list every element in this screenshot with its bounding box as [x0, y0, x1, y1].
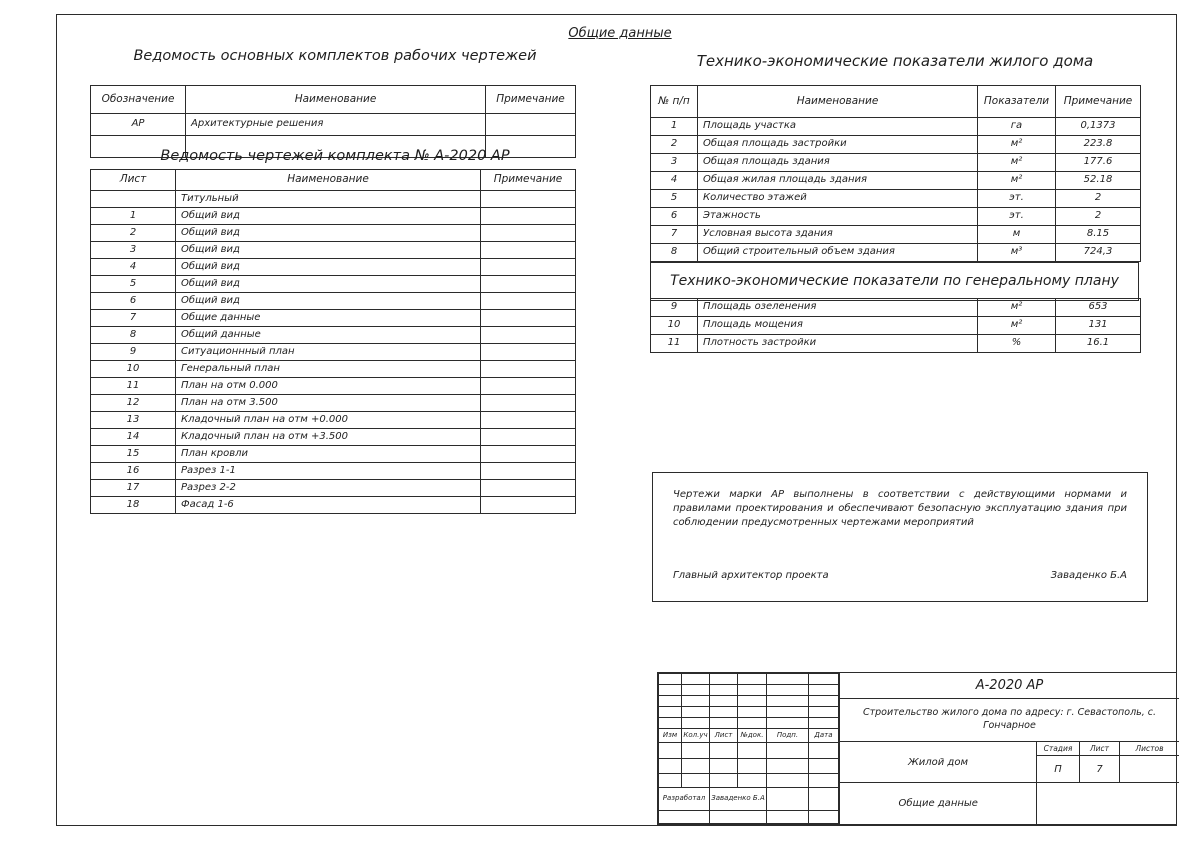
cell-value: 2 — [1056, 190, 1141, 208]
cell-value: 8.15 — [1056, 226, 1141, 244]
cell-name: Ситуационнный план — [176, 344, 481, 361]
notes-box — [652, 472, 1148, 602]
cell-name: Общий вид — [176, 276, 481, 293]
cell-no: 2 — [651, 136, 698, 154]
sheet-value: 7 — [1080, 756, 1120, 782]
cell-name: Общий вид — [176, 293, 481, 310]
object-name: Жилой дом — [840, 742, 1037, 782]
table-header-row — [651, 86, 1141, 118]
cell-name: Площадь мощения — [698, 317, 978, 335]
cell-name: Общий вид — [176, 208, 481, 225]
cell-name: Общий данные — [176, 327, 481, 344]
cell-name: Этажность — [698, 208, 978, 226]
stage-label: Стадия — [1037, 742, 1080, 755]
tep-house-table — [650, 85, 1141, 262]
revision-row — [659, 674, 839, 685]
cell-name: Архитектурные решения — [186, 114, 486, 136]
cell-note — [486, 114, 576, 136]
column-header: Примечание — [481, 170, 576, 191]
column-header: Наименование — [698, 86, 978, 118]
chief-architect-label: Главный архитектор проекта — [673, 570, 829, 581]
cell-unit: м³ — [978, 244, 1056, 262]
cell-unit: м² — [978, 317, 1056, 335]
cell-sheet-no: 12 — [91, 395, 176, 412]
table-row — [651, 190, 1141, 208]
cell-name: Плотность застройки — [698, 335, 978, 353]
column-header: Кол.уч — [682, 729, 710, 743]
cell-value: 52.18 — [1056, 172, 1141, 190]
cell-name: Титульный — [176, 191, 481, 208]
column-header: Наименование — [186, 86, 486, 114]
cell-note — [481, 412, 576, 429]
cell-sheet-no: 13 — [91, 412, 176, 429]
cell-sheet-no: 11 — [91, 378, 176, 395]
table-header-row — [91, 170, 576, 191]
cell-value: 0,1373 — [1056, 118, 1141, 136]
cell-note — [481, 191, 576, 208]
column-header: Примечание — [1056, 86, 1141, 118]
table-row — [91, 208, 576, 225]
project-name: Строительство жилого дома по адресу: г. Севастополь, с. Гончарное — [840, 699, 1179, 742]
revision-table — [658, 673, 839, 824]
revision-row — [659, 707, 839, 718]
sheets-list-table — [90, 169, 576, 514]
table-row — [651, 317, 1141, 335]
cell-sheet-no: 7 — [91, 310, 176, 327]
signature-cell — [767, 787, 809, 810]
sheets-value — [1120, 756, 1179, 782]
cell-value: 724,3 — [1056, 244, 1141, 262]
cell-no: 5 — [651, 190, 698, 208]
revision-row — [659, 810, 839, 823]
tep-genplan-table — [650, 298, 1141, 353]
column-header: Примечание — [486, 86, 576, 114]
table-row — [91, 225, 576, 242]
revision-row — [659, 696, 839, 707]
sheets-label: Листов — [1135, 744, 1164, 753]
table-row — [651, 226, 1141, 244]
column-header: Подп. — [767, 729, 809, 743]
table-row — [91, 344, 576, 361]
column-header: Наименование — [176, 170, 481, 191]
cell-sheet-no — [91, 191, 176, 208]
revision-row — [659, 758, 839, 773]
cell-unit: га — [978, 118, 1056, 136]
cell-name: Разрез 2-2 — [176, 480, 481, 497]
cell-no: 1 — [651, 118, 698, 136]
cell-name: План кровли — [176, 446, 481, 463]
cell-name: Общий строительный объем здания — [698, 244, 978, 262]
revision-header-row — [659, 729, 839, 743]
cell-note — [481, 259, 576, 276]
revision-row — [659, 743, 839, 758]
column-header: Показатели — [978, 86, 1056, 118]
cell-note — [481, 344, 576, 361]
cell-value: 131 — [1056, 317, 1141, 335]
cell-no: 6 — [651, 208, 698, 226]
document-code: А-2020 АР — [840, 673, 1179, 699]
table-row — [91, 114, 576, 136]
cell-no: 9 — [651, 299, 698, 317]
page-title: Общие данные — [568, 26, 672, 41]
column-header: Лист — [710, 729, 738, 743]
table-row — [91, 378, 576, 395]
cell-name: План на отм 0.000 — [176, 378, 481, 395]
cell-unit: м — [978, 226, 1056, 244]
table-row — [91, 191, 576, 208]
table-row — [91, 327, 576, 344]
cell-sheet-no: 16 — [91, 463, 176, 480]
date-cell — [809, 787, 839, 810]
column-header: №док. — [738, 729, 767, 743]
table-row — [651, 208, 1141, 226]
cell-value: 16.1 — [1056, 335, 1141, 353]
cell-note — [481, 293, 576, 310]
table-row — [651, 299, 1141, 317]
cell-name: Общая площадь здания — [698, 154, 978, 172]
cell-unit: м² — [978, 299, 1056, 317]
revision-row — [659, 685, 839, 696]
cell-name: Площадь озеленения — [698, 299, 978, 317]
stage-value: П — [1037, 756, 1080, 782]
table-row — [651, 136, 1141, 154]
stage-table — [1037, 742, 1179, 782]
cell-value: 2 — [1056, 208, 1141, 226]
title-block — [657, 672, 1177, 825]
notes-text: Чертежи марки АР выполнены в соответствии с действующими нормами и правилами проектирования и обеспечивают безопасную эксплуатацию здания при соблюдении предусмотренных чертежами мероприятий — [673, 489, 1127, 528]
table-row — [91, 310, 576, 327]
table-row — [91, 480, 576, 497]
table-row — [91, 429, 576, 446]
cell-no: 10 — [651, 317, 698, 335]
cell-note — [481, 395, 576, 412]
cell-name: Площадь участка — [698, 118, 978, 136]
table-row — [91, 259, 576, 276]
table-row — [91, 242, 576, 259]
cell-sheet-no: 14 — [91, 429, 176, 446]
tep-genplan-title: Технико-экономические показатели по генеральному плану — [650, 262, 1139, 301]
table-row — [651, 244, 1141, 262]
table-row — [91, 463, 576, 480]
cell-name: Общая площадь застройки — [698, 136, 978, 154]
cell-sheet-no: 17 — [91, 480, 176, 497]
cell-name: Количество этажей — [698, 190, 978, 208]
cell-sheet-no: 1 — [91, 208, 176, 225]
cell-sheet-no: 8 — [91, 327, 176, 344]
cell-no: 7 — [651, 226, 698, 244]
cell-name: План на отм 3.500 — [176, 395, 481, 412]
sheet-name: Общие данные — [840, 783, 1037, 824]
sheet-label: Лист — [1080, 742, 1120, 755]
cell-sheet-no: 15 — [91, 446, 176, 463]
table-row — [91, 293, 576, 310]
cell-note — [481, 310, 576, 327]
cell-name: Разрез 1-1 — [176, 463, 481, 480]
cell-value: 177.6 — [1056, 154, 1141, 172]
cell-sheet-no: 6 — [91, 293, 176, 310]
cell-designation: АР — [91, 114, 186, 136]
cell-note — [481, 497, 576, 514]
cell-note — [481, 327, 576, 344]
cell-unit: эт. — [978, 190, 1056, 208]
cell-name: Общий вид — [176, 242, 481, 259]
cell-unit: % — [978, 335, 1056, 353]
cell-name: Фасад 1-6 — [176, 497, 481, 514]
table-row — [91, 361, 576, 378]
cell-note — [481, 225, 576, 242]
cell-note — [481, 361, 576, 378]
cell-note — [481, 208, 576, 225]
table-header-row — [91, 86, 576, 114]
tep-house-title: Технико-экономические показатели жилого дома — [696, 52, 1094, 70]
cell-no: 4 — [651, 172, 698, 190]
developed-row — [659, 787, 839, 810]
revision-row — [659, 773, 839, 787]
cell-sheet-no: 18 — [91, 497, 176, 514]
cell-unit: эт. — [978, 208, 1056, 226]
sheets-list-title: Ведомость чертежей комплекта № А-2020 АР — [160, 148, 510, 164]
column-header: Дата — [809, 729, 839, 743]
approval-cell — [1037, 783, 1179, 824]
table-row — [91, 276, 576, 293]
table-row — [91, 497, 576, 514]
table-row — [651, 172, 1141, 190]
table-row — [91, 446, 576, 463]
cell-name: Общий вид — [176, 225, 481, 242]
cell-value: 223.8 — [1056, 136, 1141, 154]
cell-no: 11 — [651, 335, 698, 353]
table-row — [651, 154, 1141, 172]
title-block-right — [839, 673, 1179, 824]
cell-no: 8 — [651, 244, 698, 262]
cell-note — [481, 378, 576, 395]
table-row — [651, 118, 1141, 136]
cell-sheet-no: 2 — [91, 225, 176, 242]
cell-name: Общий вид — [176, 259, 481, 276]
cell-value: 653 — [1056, 299, 1141, 317]
cell-name: Общие данные — [176, 310, 481, 327]
column-header: Лист — [91, 170, 176, 191]
cell-note — [481, 480, 576, 497]
cell-sheet-no: 9 — [91, 344, 176, 361]
developed-name: Заваденко Б.А — [710, 787, 767, 810]
developed-label: Разработал — [659, 787, 710, 810]
cell-note — [481, 276, 576, 293]
cell-note — [481, 429, 576, 446]
cell-name: Кладочный план на отм +3.500 — [176, 429, 481, 446]
cell-sheet-no: 10 — [91, 361, 176, 378]
main-sets-title: Ведомость основных комплектов рабочих чертежей — [133, 48, 537, 64]
chief-architect-name: Заваденко Б.А — [1050, 570, 1127, 581]
cell-name: Условная высота здания — [698, 226, 978, 244]
table-row — [91, 395, 576, 412]
column-header: Обозначение — [91, 86, 186, 114]
revision-row — [659, 718, 839, 729]
cell-unit: м² — [978, 172, 1056, 190]
cell-name: Генеральный план — [176, 361, 481, 378]
cell-unit: м² — [978, 136, 1056, 154]
cell-name: Общая жилая площадь здания — [698, 172, 978, 190]
cell-sheet-no: 4 — [91, 259, 176, 276]
cell-sheet-no: 5 — [91, 276, 176, 293]
cell-note — [481, 446, 576, 463]
cell-no: 3 — [651, 154, 698, 172]
cell-note — [481, 242, 576, 259]
cell-name: Кладочный план на отм +0.000 — [176, 412, 481, 429]
cell-sheet-no: 3 — [91, 242, 176, 259]
cell-note — [481, 463, 576, 480]
cell-unit: м² — [978, 154, 1056, 172]
table-row — [91, 412, 576, 429]
column-header: № п/п — [651, 86, 698, 118]
column-header: Изм — [659, 729, 682, 743]
table-row — [651, 335, 1141, 353]
